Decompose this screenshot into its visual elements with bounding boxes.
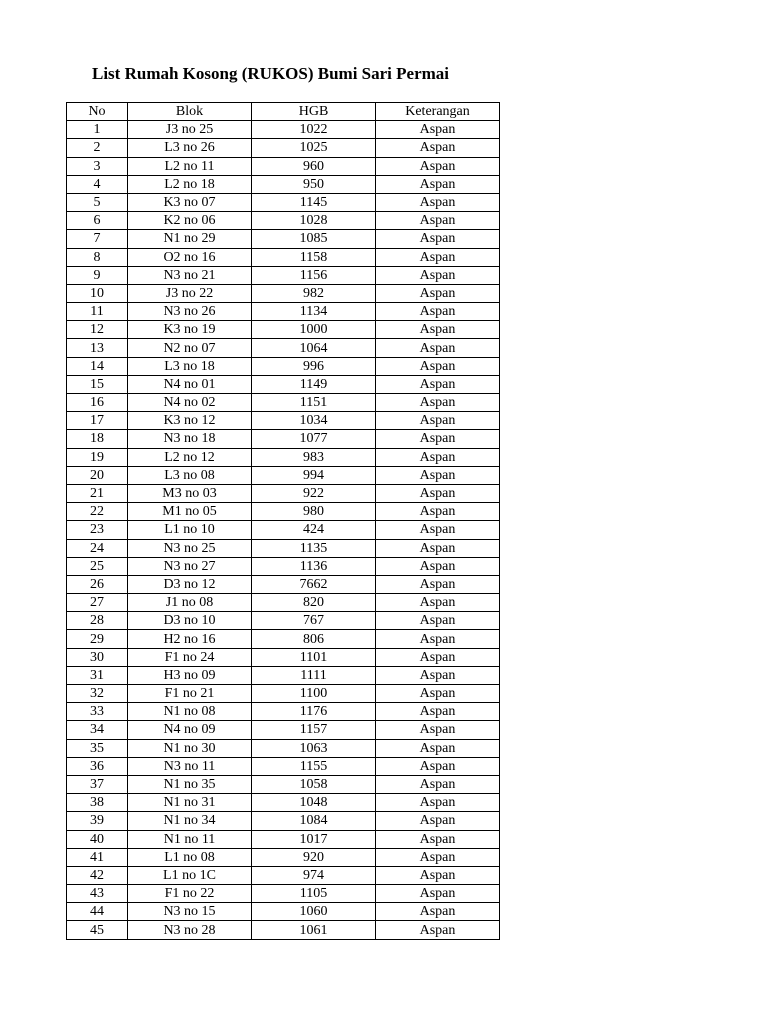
cell-no: 3 <box>67 157 128 175</box>
cell-keterangan: Aspan <box>376 903 500 921</box>
cell-hgb: 1176 <box>252 703 376 721</box>
cell-keterangan: Aspan <box>376 357 500 375</box>
table-row <box>67 757 500 775</box>
cell-keterangan: Aspan <box>376 757 500 775</box>
cell-blok: N2 no 07 <box>128 339 252 357</box>
table-row <box>67 848 500 866</box>
table-row <box>67 830 500 848</box>
cell-keterangan: Aspan <box>376 666 500 684</box>
cell-no: 32 <box>67 685 128 703</box>
cell-blok: K2 no 06 <box>128 212 252 230</box>
cell-blok: N1 no 08 <box>128 703 252 721</box>
cell-hgb: 1048 <box>252 794 376 812</box>
cell-keterangan: Aspan <box>376 412 500 430</box>
cell-hgb: 1000 <box>252 321 376 339</box>
cell-no: 30 <box>67 648 128 666</box>
table-row <box>67 448 500 466</box>
cell-blok: N4 no 01 <box>128 375 252 393</box>
cell-hgb: 1151 <box>252 394 376 412</box>
cell-blok: L2 no 18 <box>128 175 252 193</box>
cell-hgb: 767 <box>252 612 376 630</box>
cell-blok: H3 no 09 <box>128 666 252 684</box>
cell-no: 41 <box>67 848 128 866</box>
table-row <box>67 721 500 739</box>
cell-no: 27 <box>67 594 128 612</box>
table-row <box>67 503 500 521</box>
cell-blok: N3 no 27 <box>128 557 252 575</box>
cell-blok: N3 no 26 <box>128 303 252 321</box>
table-row <box>67 794 500 812</box>
cell-blok: J1 no 08 <box>128 594 252 612</box>
table-row <box>67 812 500 830</box>
cell-blok: M1 no 05 <box>128 503 252 521</box>
cell-blok: D3 no 12 <box>128 575 252 593</box>
cell-no: 16 <box>67 394 128 412</box>
cell-hgb: 1025 <box>252 139 376 157</box>
cell-no: 39 <box>67 812 128 830</box>
cell-hgb: 983 <box>252 448 376 466</box>
cell-hgb: 1060 <box>252 903 376 921</box>
table-row <box>67 775 500 793</box>
cell-keterangan: Aspan <box>376 557 500 575</box>
cell-keterangan: Aspan <box>376 157 500 175</box>
cell-blok: L1 no 08 <box>128 848 252 866</box>
cell-keterangan: Aspan <box>376 430 500 448</box>
cell-hgb: 1064 <box>252 339 376 357</box>
table-row <box>67 539 500 557</box>
table-row <box>67 648 500 666</box>
cell-blok: N1 no 30 <box>128 739 252 757</box>
cell-no: 23 <box>67 521 128 539</box>
cell-hgb: 1135 <box>252 539 376 557</box>
cell-no: 40 <box>67 830 128 848</box>
table-row <box>67 175 500 193</box>
table-row <box>67 430 500 448</box>
cell-hgb: 1145 <box>252 193 376 211</box>
cell-keterangan: Aspan <box>376 484 500 502</box>
cell-hgb: 922 <box>252 484 376 502</box>
cell-hgb: 1105 <box>252 885 376 903</box>
cell-hgb: 996 <box>252 357 376 375</box>
cell-keterangan: Aspan <box>376 339 500 357</box>
cell-keterangan: Aspan <box>376 775 500 793</box>
cell-blok: L3 no 08 <box>128 466 252 484</box>
cell-keterangan: Aspan <box>376 303 500 321</box>
cell-hgb: 1084 <box>252 812 376 830</box>
cell-blok: L2 no 11 <box>128 157 252 175</box>
table-body <box>67 121 500 939</box>
cell-blok: J3 no 25 <box>128 121 252 139</box>
cell-blok: K3 no 19 <box>128 321 252 339</box>
cell-hgb: 1028 <box>252 212 376 230</box>
cell-blok: N3 no 18 <box>128 430 252 448</box>
cell-keterangan: Aspan <box>376 921 500 939</box>
cell-keterangan: Aspan <box>376 321 500 339</box>
cell-no: 2 <box>67 139 128 157</box>
cell-hgb: 1077 <box>252 430 376 448</box>
table-row <box>67 139 500 157</box>
cell-keterangan: Aspan <box>376 630 500 648</box>
cell-no: 18 <box>67 430 128 448</box>
table-row <box>67 248 500 266</box>
cell-no: 24 <box>67 539 128 557</box>
cell-keterangan: Aspan <box>376 721 500 739</box>
cell-keterangan: Aspan <box>376 284 500 302</box>
cell-blok: K3 no 07 <box>128 193 252 211</box>
cell-hgb: 950 <box>252 175 376 193</box>
cell-keterangan: Aspan <box>376 885 500 903</box>
table-row <box>67 193 500 211</box>
cell-no: 5 <box>67 193 128 211</box>
cell-no: 12 <box>67 321 128 339</box>
cell-hgb: 1156 <box>252 266 376 284</box>
cell-blok: N3 no 25 <box>128 539 252 557</box>
cell-hgb: 1100 <box>252 685 376 703</box>
cell-no: 29 <box>67 630 128 648</box>
cell-keterangan: Aspan <box>376 539 500 557</box>
cell-keterangan: Aspan <box>376 375 500 393</box>
cell-blok: J3 no 22 <box>128 284 252 302</box>
table-row <box>67 575 500 593</box>
cell-keterangan: Aspan <box>376 648 500 666</box>
cell-hgb: 1058 <box>252 775 376 793</box>
table-row <box>67 885 500 903</box>
table-row <box>67 121 500 139</box>
cell-no: 19 <box>67 448 128 466</box>
table-row <box>67 466 500 484</box>
cell-hgb: 960 <box>252 157 376 175</box>
cell-no: 28 <box>67 612 128 630</box>
cell-blok: N1 no 35 <box>128 775 252 793</box>
cell-no: 21 <box>67 484 128 502</box>
cell-blok: L1 no 1C <box>128 866 252 884</box>
cell-keterangan: Aspan <box>376 503 500 521</box>
cell-blok: H2 no 16 <box>128 630 252 648</box>
cell-keterangan: Aspan <box>376 139 500 157</box>
table-row <box>67 157 500 175</box>
cell-keterangan: Aspan <box>376 521 500 539</box>
cell-no: 43 <box>67 885 128 903</box>
table-row <box>67 666 500 684</box>
cell-keterangan: Aspan <box>376 466 500 484</box>
rukos-table <box>66 102 500 940</box>
cell-blok: M3 no 03 <box>128 484 252 502</box>
table-header-row <box>67 103 500 121</box>
cell-hgb: 1111 <box>252 666 376 684</box>
cell-no: 20 <box>67 466 128 484</box>
table-row <box>67 212 500 230</box>
cell-blok: L3 no 26 <box>128 139 252 157</box>
table-row <box>67 266 500 284</box>
table-row <box>67 521 500 539</box>
cell-no: 26 <box>67 575 128 593</box>
cell-keterangan: Aspan <box>376 230 500 248</box>
cell-keterangan: Aspan <box>376 812 500 830</box>
table-row <box>67 303 500 321</box>
table-row <box>67 284 500 302</box>
table-row <box>67 685 500 703</box>
cell-no: 4 <box>67 175 128 193</box>
cell-blok: N1 no 34 <box>128 812 252 830</box>
cell-no: 7 <box>67 230 128 248</box>
cell-keterangan: Aspan <box>376 175 500 193</box>
cell-hgb: 7662 <box>252 575 376 593</box>
cell-keterangan: Aspan <box>376 394 500 412</box>
cell-blok: D3 no 10 <box>128 612 252 630</box>
cell-no: 36 <box>67 757 128 775</box>
table-row <box>67 484 500 502</box>
table-row <box>67 739 500 757</box>
cell-keterangan: Aspan <box>376 248 500 266</box>
cell-keterangan: Aspan <box>376 594 500 612</box>
cell-hgb: 1155 <box>252 757 376 775</box>
cell-keterangan: Aspan <box>376 212 500 230</box>
cell-no: 9 <box>67 266 128 284</box>
cell-no: 11 <box>67 303 128 321</box>
cell-hgb: 1101 <box>252 648 376 666</box>
table-row <box>67 339 500 357</box>
table-row <box>67 903 500 921</box>
cell-no: 34 <box>67 721 128 739</box>
cell-no: 25 <box>67 557 128 575</box>
cell-blok: N3 no 11 <box>128 757 252 775</box>
cell-no: 42 <box>67 866 128 884</box>
cell-blok: N1 no 31 <box>128 794 252 812</box>
cell-hgb: 982 <box>252 284 376 302</box>
table-row <box>67 357 500 375</box>
table-row <box>67 630 500 648</box>
cell-no: 10 <box>67 284 128 302</box>
table-row <box>67 921 500 939</box>
cell-blok: N4 no 09 <box>128 721 252 739</box>
cell-hgb: 820 <box>252 594 376 612</box>
cell-hgb: 1063 <box>252 739 376 757</box>
table-row <box>67 394 500 412</box>
cell-keterangan: Aspan <box>376 193 500 211</box>
cell-blok: O2 no 16 <box>128 248 252 266</box>
table-row <box>67 612 500 630</box>
cell-blok: N3 no 15 <box>128 903 252 921</box>
cell-keterangan: Aspan <box>376 575 500 593</box>
cell-blok: N4 no 02 <box>128 394 252 412</box>
cell-no: 15 <box>67 375 128 393</box>
cell-keterangan: Aspan <box>376 685 500 703</box>
cell-hgb: 974 <box>252 866 376 884</box>
cell-keterangan: Aspan <box>376 266 500 284</box>
header-hgb: HGB <box>252 103 376 121</box>
cell-blok: N1 no 29 <box>128 230 252 248</box>
cell-no: 35 <box>67 739 128 757</box>
cell-hgb: 1034 <box>252 412 376 430</box>
cell-hgb: 1022 <box>252 121 376 139</box>
cell-no: 14 <box>67 357 128 375</box>
cell-no: 31 <box>67 666 128 684</box>
table-row <box>67 230 500 248</box>
cell-hgb: 1017 <box>252 830 376 848</box>
cell-no: 13 <box>67 339 128 357</box>
cell-no: 33 <box>67 703 128 721</box>
cell-keterangan: Aspan <box>376 866 500 884</box>
table-row <box>67 557 500 575</box>
cell-no: 8 <box>67 248 128 266</box>
cell-keterangan: Aspan <box>376 612 500 630</box>
cell-blok: N3 no 28 <box>128 921 252 939</box>
cell-hgb: 1149 <box>252 375 376 393</box>
cell-blok: F1 no 24 <box>128 648 252 666</box>
cell-hgb: 424 <box>252 521 376 539</box>
cell-hgb: 1134 <box>252 303 376 321</box>
cell-keterangan: Aspan <box>376 703 500 721</box>
cell-no: 22 <box>67 503 128 521</box>
cell-no: 6 <box>67 212 128 230</box>
cell-keterangan: Aspan <box>376 121 500 139</box>
cell-blok: N3 no 21 <box>128 266 252 284</box>
cell-hgb: 1157 <box>252 721 376 739</box>
table-row <box>67 703 500 721</box>
cell-blok: L1 no 10 <box>128 521 252 539</box>
cell-hgb: 1158 <box>252 248 376 266</box>
cell-blok: L3 no 18 <box>128 357 252 375</box>
cell-no: 45 <box>67 921 128 939</box>
table-row <box>67 412 500 430</box>
cell-no: 38 <box>67 794 128 812</box>
cell-hgb: 806 <box>252 630 376 648</box>
table-row <box>67 375 500 393</box>
cell-hgb: 980 <box>252 503 376 521</box>
header-blok: Blok <box>128 103 252 121</box>
cell-blok: N1 no 11 <box>128 830 252 848</box>
cell-keterangan: Aspan <box>376 830 500 848</box>
cell-hgb: 920 <box>252 848 376 866</box>
cell-no: 37 <box>67 775 128 793</box>
cell-hgb: 1061 <box>252 921 376 939</box>
cell-hgb: 1085 <box>252 230 376 248</box>
table-row <box>67 594 500 612</box>
cell-blok: F1 no 21 <box>128 685 252 703</box>
cell-keterangan: Aspan <box>376 848 500 866</box>
cell-blok: L2 no 12 <box>128 448 252 466</box>
table-row <box>67 321 500 339</box>
cell-keterangan: Aspan <box>376 448 500 466</box>
cell-no: 44 <box>67 903 128 921</box>
cell-blok: K3 no 12 <box>128 412 252 430</box>
header-no: No <box>67 103 128 121</box>
cell-hgb: 994 <box>252 466 376 484</box>
cell-no: 1 <box>67 121 128 139</box>
cell-no: 17 <box>67 412 128 430</box>
header-keterangan: Keterangan <box>376 103 500 121</box>
table-row <box>67 866 500 884</box>
cell-keterangan: Aspan <box>376 794 500 812</box>
cell-keterangan: Aspan <box>376 739 500 757</box>
cell-hgb: 1136 <box>252 557 376 575</box>
page-title: List Rumah Kosong (RUKOS) Bumi Sari Permai <box>92 64 450 83</box>
cell-blok: F1 no 22 <box>128 885 252 903</box>
